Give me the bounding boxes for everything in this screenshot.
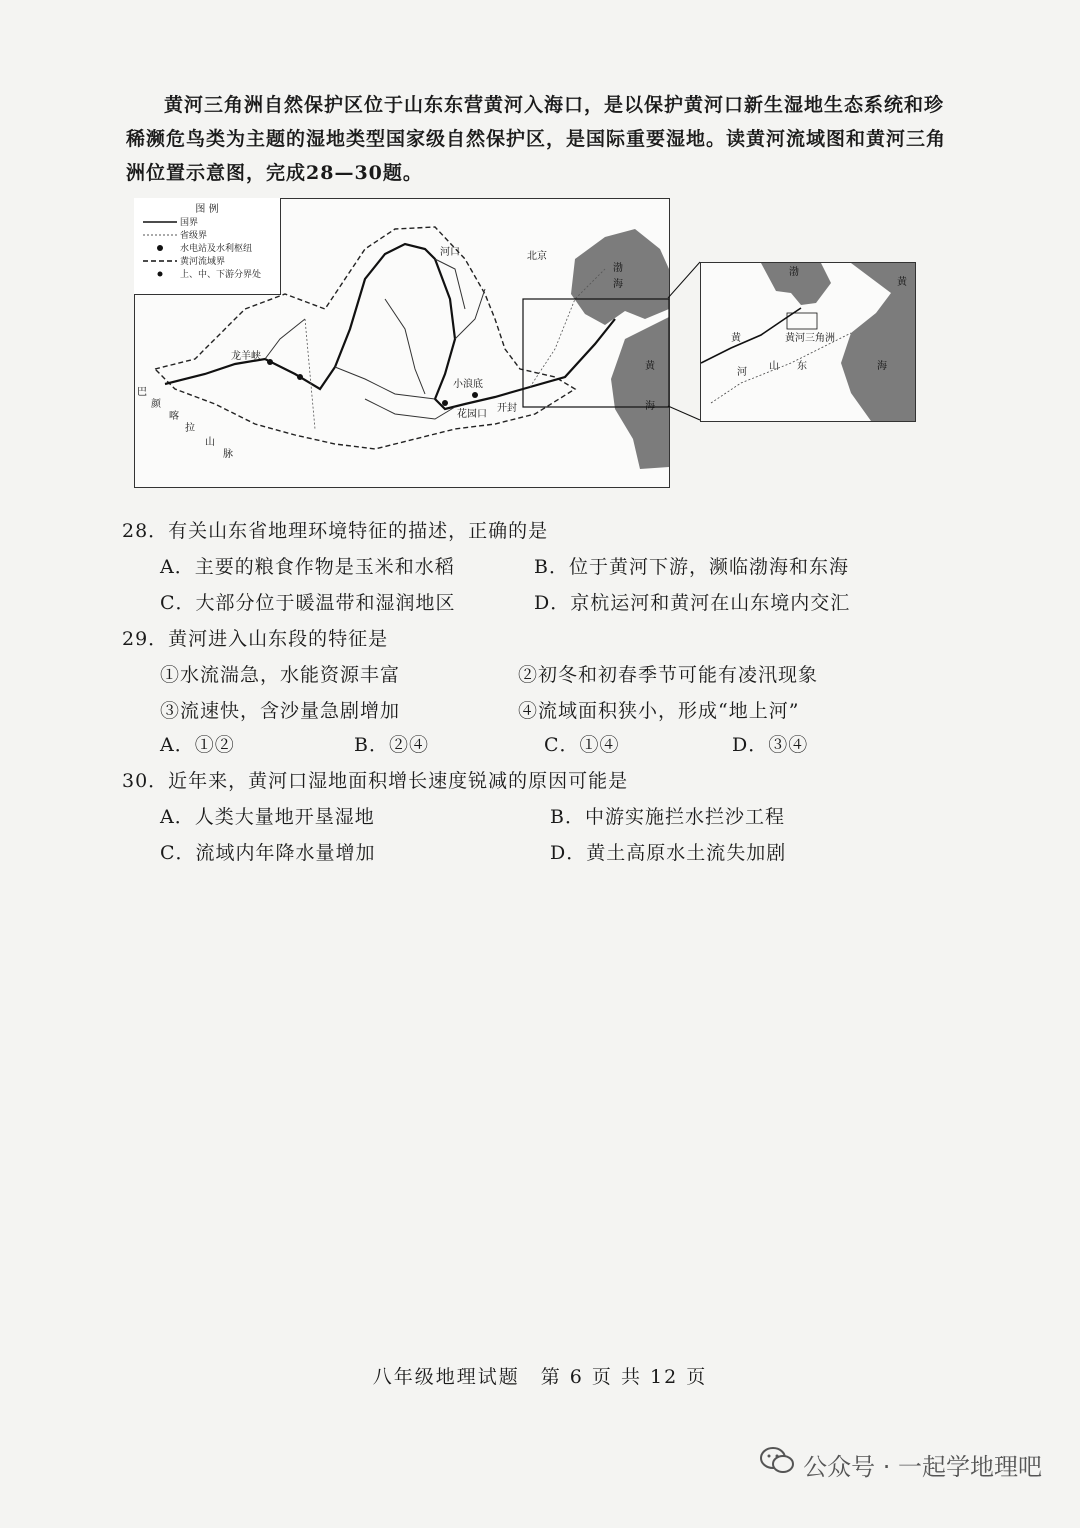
question-28-option-b[interactable]: B．位于黄河下游，濒临渤海和东海 [534, 556, 849, 578]
question-28-stem: 28．有关山东省地理环境特征的描述，正确的是 [122, 520, 549, 542]
label-hekou: 河口 [440, 247, 460, 258]
legend-row [134, 228, 280, 241]
inset-label-hai: 海 [877, 361, 887, 372]
delta-inset-map [700, 262, 916, 422]
map-legend [134, 198, 281, 295]
province-border-symbol [140, 232, 180, 238]
wechat-icon [759, 1446, 795, 1482]
tributary [455, 289, 485, 339]
legend-label: 国界 [180, 218, 199, 228]
dam-marker [267, 359, 273, 365]
tributary [335, 367, 435, 399]
intro-paragraph: 黄河三角洲自然保护区位于山东东营黄河入海口，是以保护黄河口新生湿地生态系统和珍稀濒危鸟类为主题的湿地类型国家级自然保护区，是国际重要湿地。读黄河流域图和黄河三角洲位置示意图，完成28—30题。 [126, 94, 947, 184]
question-29-item-3: ③流速快，含沙量急剧增加 [160, 700, 401, 722]
legend-row [134, 267, 280, 280]
legend-row [134, 241, 280, 254]
dam-marker [297, 374, 303, 380]
question-29-option-d[interactable]: D．③④ [732, 734, 809, 756]
label-kaifeng: 开封 [497, 403, 517, 414]
question-28-option-d[interactable]: D．京杭运河和黄河在山东境内交汇 [534, 592, 851, 614]
tributary [265, 319, 305, 359]
legend-label: 黄河流域界 [180, 257, 226, 267]
question-30-option-d[interactable]: D．黄土高原水土流失加剧 [550, 842, 787, 864]
question-30-option-c[interactable]: C．流域内年降水量增加 [160, 842, 376, 864]
legend-row [134, 254, 280, 267]
inset-label-he-2: 河 [737, 367, 747, 378]
label-bayan-5: 山 [205, 437, 215, 448]
delta-area [787, 313, 817, 329]
label-huanghai-1: 黄 [645, 361, 655, 372]
inset-map-svg [701, 263, 915, 421]
question-30-option-a[interactable]: A．人类大量地开垦湿地 [160, 806, 375, 828]
label-bayan-3: 喀 [169, 411, 179, 422]
division-point-symbol [140, 270, 180, 278]
label-bayan-4: 拉 [185, 423, 195, 434]
legend-row [134, 215, 280, 228]
label-bayan-2: 颜 [151, 399, 161, 410]
question-29-option-c[interactable]: C．①④ [544, 734, 620, 756]
question-29-item-4: ④流域面积狭小，形成“地上河” [518, 700, 800, 722]
label-bayan-6: 脉 [223, 449, 233, 460]
page-footer: 八年级地理试题 第 6 页 共 12 页 [372, 1366, 708, 1388]
question-28-option-a[interactable]: A．主要的粮食作物是玉米和水稻 [160, 556, 455, 578]
legend-label: 省级界 [180, 231, 208, 241]
legend-title: 图 例 [195, 204, 219, 215]
label-longyangxia: 龙羊峡 [231, 351, 261, 362]
watermark-text: 公众号 · 一起学地理吧 [803, 1452, 1042, 1481]
label-huanghai-2: 海 [645, 401, 655, 412]
bohai-sea [571, 229, 669, 325]
inset-label-dong: 东 [797, 361, 807, 372]
national-border-symbol [140, 219, 180, 225]
tributary [385, 299, 425, 394]
label-huayuankou: 花园口 [457, 409, 487, 420]
inset-label-he-1: 黄 [731, 333, 741, 344]
basin-border-symbol [140, 258, 180, 264]
inset-label-huang-top: 黄 [897, 277, 907, 288]
province-boundary [305, 319, 315, 429]
inset-label-bohai: 渤 [789, 267, 799, 278]
inset-label-shan: 山 [769, 361, 779, 372]
label-xiaolangdi: 小浪底 [453, 379, 483, 390]
yellow-sea [611, 317, 669, 469]
inset-label-delta: 黄河三角洲 [785, 333, 835, 344]
question-29-option-b[interactable]: B．②④ [354, 734, 429, 756]
question-29-option-a[interactable]: A．①② [160, 734, 235, 756]
legend-label: 上、中、下游分界处 [180, 270, 262, 280]
label-bohai-2: 海 [613, 279, 623, 290]
question-30-option-b[interactable]: B．中游实施拦水拦沙工程 [550, 806, 785, 828]
label-bohai-1: 渤 [613, 263, 623, 274]
label-bayan-1: 巴 [137, 387, 147, 398]
watermark [759, 1446, 1042, 1482]
label-beijing: 北京 [527, 251, 547, 262]
dam-marker [442, 400, 448, 406]
question-29-item-2: ②初冬和初春季节可能有凌汛现象 [518, 664, 819, 686]
question-29-item-1: ①水流湍急，水能资源丰富 [160, 664, 401, 686]
question-28-option-c[interactable]: C．大部分位于暖温带和湿润地区 [160, 592, 456, 614]
tributary [365, 399, 455, 419]
question-30-stem: 30．近年来，黄河口湿地面积增长速度锐减的原因可能是 [122, 770, 629, 792]
dam-marker [472, 392, 478, 398]
legend-label: 水电站及水利枢纽 [180, 244, 253, 254]
dam-symbol [140, 244, 180, 252]
question-29-stem: 29．黄河进入山东段的特征是 [122, 628, 389, 650]
